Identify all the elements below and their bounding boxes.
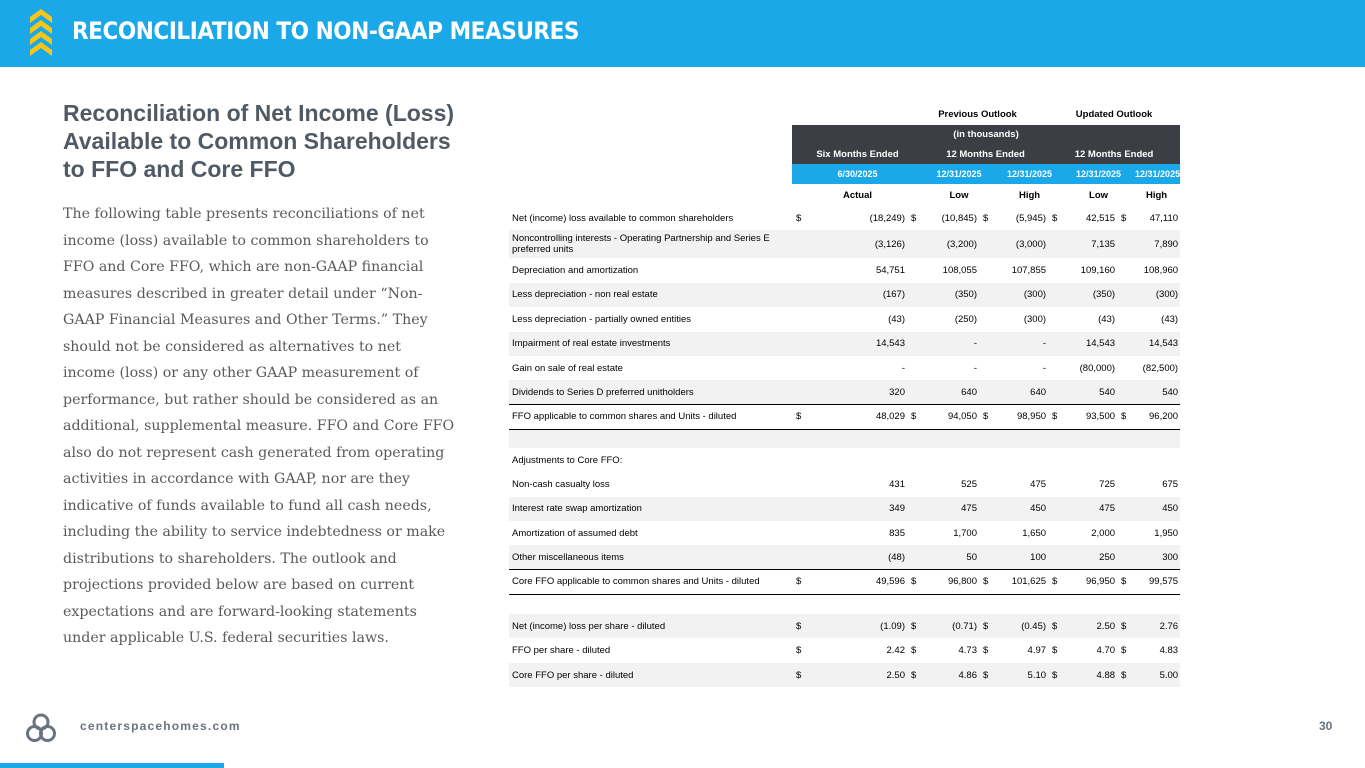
- cell-value: (10,845): [941, 212, 977, 224]
- currency-symbol: [907, 380, 923, 404]
- row-label: Noncontrolling interests - Operating Partnership and Series E preferred units: [509, 230, 792, 258]
- currency-symbol: [907, 545, 923, 569]
- cell-value: 640: [995, 380, 1048, 404]
- cell-value: 4.88: [1064, 663, 1117, 687]
- currency-symbol: $: [796, 645, 802, 657]
- table-row: [509, 497, 1180, 521]
- cell-value: 108,960: [1143, 265, 1179, 277]
- currency-symbol: [792, 230, 810, 258]
- table-row: [509, 258, 1180, 282]
- currency-symbol: $: [1117, 405, 1133, 429]
- currency-symbol: [792, 283, 810, 307]
- currency-symbol: $: [907, 405, 923, 429]
- currency-symbol: [1117, 230, 1133, 258]
- currency-symbol: $: [979, 405, 995, 429]
- cell-value: (0.71): [923, 614, 979, 638]
- cell-value: 2.50: [810, 663, 907, 687]
- cell-value: (0.45): [995, 614, 1048, 638]
- cell-value: (18,249): [869, 212, 905, 224]
- cell-value: (5,945): [1015, 212, 1047, 224]
- currency-symbol: [907, 230, 923, 258]
- cell-value: (300): [995, 283, 1048, 307]
- row-label: Depreciation and amortization: [512, 265, 639, 277]
- currency-symbol: $: [1117, 663, 1133, 687]
- row-label: Impairment of real estate investments: [509, 332, 792, 356]
- currency-symbol: $: [1052, 212, 1058, 224]
- currency-symbol: [1048, 472, 1064, 496]
- currency-symbol: [907, 521, 923, 545]
- currency-symbol: [907, 356, 923, 380]
- currency-symbol: $: [792, 663, 810, 687]
- row-label: FFO per share - diluted: [512, 645, 611, 657]
- cell-value: 49,596: [810, 570, 907, 594]
- cell-value: 475: [923, 497, 979, 521]
- currency-symbol: [792, 497, 810, 521]
- section-title: Reconciliation of Net Income (Loss) Available to Common Shareholders to FFO and Core FFO: [63, 100, 455, 182]
- currency-symbol: $: [1121, 212, 1127, 224]
- cell-value: (350): [1064, 283, 1117, 307]
- cell-value: (43): [1098, 313, 1116, 325]
- cell-value: 475: [1030, 478, 1047, 490]
- cell-value: 14,543: [810, 332, 907, 356]
- currency-symbol: [1048, 307, 1064, 331]
- table-row: [509, 283, 1180, 307]
- cell-value: -: [901, 362, 905, 374]
- currency-symbol: [1117, 332, 1133, 356]
- currency-symbol: [1117, 521, 1133, 545]
- currency-symbol: $: [983, 645, 989, 657]
- table-row: [509, 545, 1180, 569]
- cell-value: 4.86: [923, 663, 979, 687]
- date-header: 12/31/2025: [923, 164, 995, 184]
- cell-value: (3,200): [923, 230, 979, 258]
- currency-symbol: [979, 230, 995, 258]
- table-row: [509, 521, 1180, 545]
- currency-symbol: [979, 332, 995, 356]
- currency-symbol: $: [1048, 570, 1064, 594]
- currency-symbol: [1117, 307, 1133, 331]
- currency-symbol: [792, 521, 810, 545]
- currency-symbol: [1048, 545, 1064, 569]
- currency-symbol: [1117, 472, 1133, 496]
- row-label: Core FFO per share - diluted: [509, 663, 792, 687]
- cell-value: 14,543: [1064, 332, 1117, 356]
- table-row: [509, 356, 1180, 380]
- cell-value: 48,029: [810, 405, 907, 429]
- currency-symbol: [1117, 258, 1133, 282]
- currency-symbol: [792, 356, 810, 380]
- cell-value: 2.76: [1133, 614, 1180, 638]
- row-label: Less depreciation - partially owned entities: [512, 313, 692, 325]
- cell-value: 5.10: [995, 663, 1048, 687]
- spacer-cell: [509, 594, 1180, 614]
- currency-symbol: $: [911, 645, 917, 657]
- cell-value: 540: [1064, 380, 1117, 404]
- table-row: [509, 307, 1180, 331]
- cell-value: 4.73: [958, 645, 977, 657]
- page-number: 30: [1319, 719, 1333, 733]
- table-row: [509, 405, 1180, 429]
- currency-symbol: $: [979, 570, 995, 594]
- cell-value: 99,575: [1133, 570, 1180, 594]
- spacer-row: [509, 594, 1180, 614]
- currency-symbol: [792, 472, 810, 496]
- cell-value: 1,950: [1154, 527, 1179, 539]
- table-row: [509, 332, 1180, 356]
- subcol-header: High: [1018, 189, 1041, 201]
- page-title: RECONCILIATION TO NON-GAAP MEASURES: [72, 17, 580, 45]
- cell-value: (80,000): [1079, 362, 1116, 374]
- subcol-header: Low: [1089, 189, 1109, 201]
- table-row: [509, 206, 1180, 230]
- currency-symbol: [979, 283, 995, 307]
- currency-symbol: $: [792, 405, 810, 429]
- reconciliation-table: [509, 104, 1180, 687]
- cell-value: 450: [1133, 497, 1180, 521]
- currency-symbol: [792, 307, 810, 331]
- date-header: 12/31/2025: [1064, 164, 1133, 184]
- currency-symbol: [907, 307, 923, 331]
- cell-value: (300): [1023, 313, 1047, 325]
- currency-symbol: $: [1117, 614, 1133, 638]
- cell-value: 320: [810, 380, 907, 404]
- cell-value: (3,126): [810, 230, 907, 258]
- cell-value: 93,500: [1064, 405, 1117, 429]
- cell-value: 100: [995, 545, 1048, 569]
- row-label: Non-cash casualty loss: [512, 478, 610, 490]
- cell-value: 835: [889, 527, 905, 539]
- cell-value: 525: [961, 478, 977, 490]
- cell-value: 96,200: [1133, 405, 1180, 429]
- currency-symbol: $: [1121, 645, 1127, 657]
- cell-value: 14,543: [1133, 332, 1180, 356]
- cell-value: 7,135: [1064, 230, 1117, 258]
- currency-symbol: $: [911, 212, 917, 224]
- currency-symbol: $: [907, 663, 923, 687]
- currency-symbol: [979, 356, 995, 380]
- cell-value: 107,855: [1011, 265, 1047, 277]
- table-row: [509, 638, 1180, 662]
- table-row: [509, 570, 1180, 594]
- currency-symbol: $: [1048, 663, 1064, 687]
- cell-value: (300): [1133, 283, 1180, 307]
- cell-value: 96,800: [923, 570, 979, 594]
- cell-value: -: [973, 362, 977, 374]
- row-label: Dividends to Series D preferred unitholders: [509, 380, 792, 404]
- twelve-months-upd-header: 12 Months Ended: [1048, 144, 1180, 164]
- currency-symbol: [1117, 356, 1133, 380]
- cell-value: 1,700: [953, 527, 977, 539]
- twelve-months-prev-header: 12 Months Ended: [923, 144, 1048, 164]
- cell-value: 109,160: [1080, 265, 1116, 277]
- cell-value: 540: [1133, 380, 1180, 404]
- currency-symbol: [1117, 380, 1133, 404]
- cell-value: 1,650: [1022, 527, 1047, 539]
- cell-value: 431: [889, 478, 905, 490]
- cell-value: 2,000: [1091, 527, 1116, 539]
- currency-symbol: $: [1052, 645, 1058, 657]
- cell-value: 47,110: [1149, 212, 1179, 224]
- updated-outlook-header: Updated Outlook: [1075, 109, 1153, 120]
- date-header: 12/31/2025: [995, 164, 1064, 184]
- currency-symbol: [907, 283, 923, 307]
- currency-symbol: [1048, 521, 1064, 545]
- date-header: 6/30/2025: [792, 164, 923, 184]
- currency-symbol: $: [979, 614, 995, 638]
- footer-accent-bar: [0, 763, 224, 768]
- table-row: [509, 663, 1180, 687]
- cell-value: 349: [810, 497, 907, 521]
- row-label: Core FFO applicable to common shares and Units - diluted: [509, 570, 792, 594]
- currency-symbol: [979, 472, 995, 496]
- currency-symbol: $: [907, 570, 923, 594]
- cell-value: 7,890: [1133, 230, 1180, 258]
- cell-value: 300: [1133, 545, 1180, 569]
- currency-symbol: [979, 521, 995, 545]
- six-months-header: Six Months Ended: [792, 144, 923, 164]
- section-label-row: [509, 448, 1180, 472]
- subcol-header: Actual: [842, 189, 873, 201]
- currency-symbol: [979, 258, 995, 282]
- cell-value: 640: [923, 380, 979, 404]
- currency-symbol: $: [792, 614, 810, 638]
- currency-symbol: [1048, 380, 1064, 404]
- currency-symbol: [907, 497, 923, 521]
- cell-value: (167): [810, 283, 907, 307]
- cell-value: 475: [1064, 497, 1117, 521]
- currency-symbol: [792, 332, 810, 356]
- cell-value: 96,950: [1064, 570, 1117, 594]
- cell-value: (48): [810, 545, 907, 569]
- cell-value: 4.83: [1159, 645, 1179, 657]
- adjustments-label: Adjustments to Core FFO:: [512, 454, 623, 466]
- cell-value: 50: [923, 545, 979, 569]
- currency-symbol: $: [1117, 570, 1133, 594]
- currency-symbol: $: [796, 212, 802, 224]
- currency-symbol: [979, 307, 995, 331]
- subcol-header: Low: [949, 189, 969, 201]
- table-row: [509, 472, 1180, 496]
- date-header: 12/31/2025: [1133, 164, 1180, 184]
- subcol-header: High: [1145, 189, 1168, 201]
- section-body: The following table presents reconciliations of net income (loss) available to common shareholders to FFO and Core FFO, which are non-GAAP financial measures described in greater detail under “Non-GAAP Financial Measures and Other Terms.” They should not be considered as alternatives to net income (loss) or any other GAAP measurement of performance, but rather should be considered as an additional, supplemental measure. FFO and Core FFO also do not represent cash generated from operating activities in accordance with GAAP, nor are they indicative of funds available to fund all cash needs, including the ability to service indebtedness or make distributions to shareholders. The outlook and projections provided below are based on current expectations and are forward-looking statements under applicable U.S. federal securities laws.: [63, 206, 455, 646]
- spacer-cell: [509, 429, 1180, 448]
- currency-symbol: [1048, 283, 1064, 307]
- currency-symbol: [907, 472, 923, 496]
- cell-value: (43): [1161, 313, 1179, 325]
- cell-value: (43): [888, 313, 905, 325]
- cell-value: 4.97: [1027, 645, 1047, 657]
- currency-symbol: $: [1048, 405, 1064, 429]
- cell-value: (350): [923, 283, 979, 307]
- currency-symbol: [1117, 545, 1133, 569]
- spacer-row: [509, 429, 1180, 448]
- cell-value: 4.70: [1096, 645, 1116, 657]
- cell-value: 94,050: [923, 405, 979, 429]
- table-row: [509, 230, 1180, 258]
- row-label: Net (income) loss per share - diluted: [509, 614, 792, 638]
- row-label: Gain on sale of real estate: [512, 362, 623, 374]
- cell-value: (250): [954, 313, 977, 325]
- cell-value: 450: [995, 497, 1048, 521]
- cell-value: 108,055: [942, 265, 977, 277]
- cell-value: (82,500): [1142, 362, 1179, 374]
- currency-symbol: $: [979, 663, 995, 687]
- currency-symbol: [1048, 497, 1064, 521]
- currency-symbol: $: [983, 212, 989, 224]
- currency-symbol: [979, 497, 995, 521]
- currency-symbol: [1048, 230, 1064, 258]
- currency-symbol: [979, 380, 995, 404]
- units-header: (in thousands): [792, 125, 1180, 144]
- row-label: FFO applicable to common shares and Units - diluted: [509, 405, 792, 429]
- currency-symbol: [1048, 332, 1064, 356]
- table-row: [509, 614, 1180, 638]
- cell-value: 2.50: [1064, 614, 1117, 638]
- currency-symbol: [792, 380, 810, 404]
- cell-value: -: [1042, 362, 1047, 374]
- header-bar: [0, 0, 1365, 67]
- row-label: Other miscellaneous items: [509, 545, 792, 569]
- cell-value: 675: [1162, 478, 1179, 490]
- centerspace-logo-icon: [26, 713, 56, 743]
- currency-symbol: [1048, 356, 1064, 380]
- currency-symbol: [1048, 258, 1064, 282]
- row-label: Net (income) loss available to common shareholders: [512, 212, 734, 224]
- row-label: Interest rate swap amortization: [509, 497, 792, 521]
- footer-website: centerspacehomes.com: [80, 719, 241, 733]
- chevron-logo-icon: [30, 9, 52, 57]
- cell-value: (1.09): [810, 614, 907, 638]
- cell-value: 2.42: [886, 645, 905, 657]
- cell-value: 725: [1099, 478, 1116, 490]
- cell-value: 5.00: [1133, 663, 1180, 687]
- cell-value: 101,625: [995, 570, 1048, 594]
- currency-symbol: [792, 545, 810, 569]
- row-label: Less depreciation - non real estate: [509, 283, 792, 307]
- cell-value: 98,950: [995, 405, 1048, 429]
- currency-symbol: [979, 545, 995, 569]
- cell-value: 42,515: [1085, 212, 1116, 224]
- currency-symbol: $: [792, 570, 810, 594]
- currency-symbol: [907, 258, 923, 282]
- currency-symbol: $: [907, 614, 923, 638]
- previous-outlook-header: Previous Outlook: [938, 109, 1017, 120]
- currency-symbol: [1117, 283, 1133, 307]
- currency-symbol: [907, 332, 923, 356]
- cell-value: 250: [1064, 545, 1117, 569]
- cell-value: 54,751: [875, 265, 905, 277]
- currency-symbol: [792, 258, 810, 282]
- cell-value: -: [995, 332, 1048, 356]
- cell-value: (3,000): [995, 230, 1048, 258]
- row-label: Amortization of assumed debt: [512, 527, 638, 539]
- currency-symbol: [1117, 497, 1133, 521]
- cell-value: -: [923, 332, 979, 356]
- currency-symbol: $: [1048, 614, 1064, 638]
- table-row: [509, 380, 1180, 404]
